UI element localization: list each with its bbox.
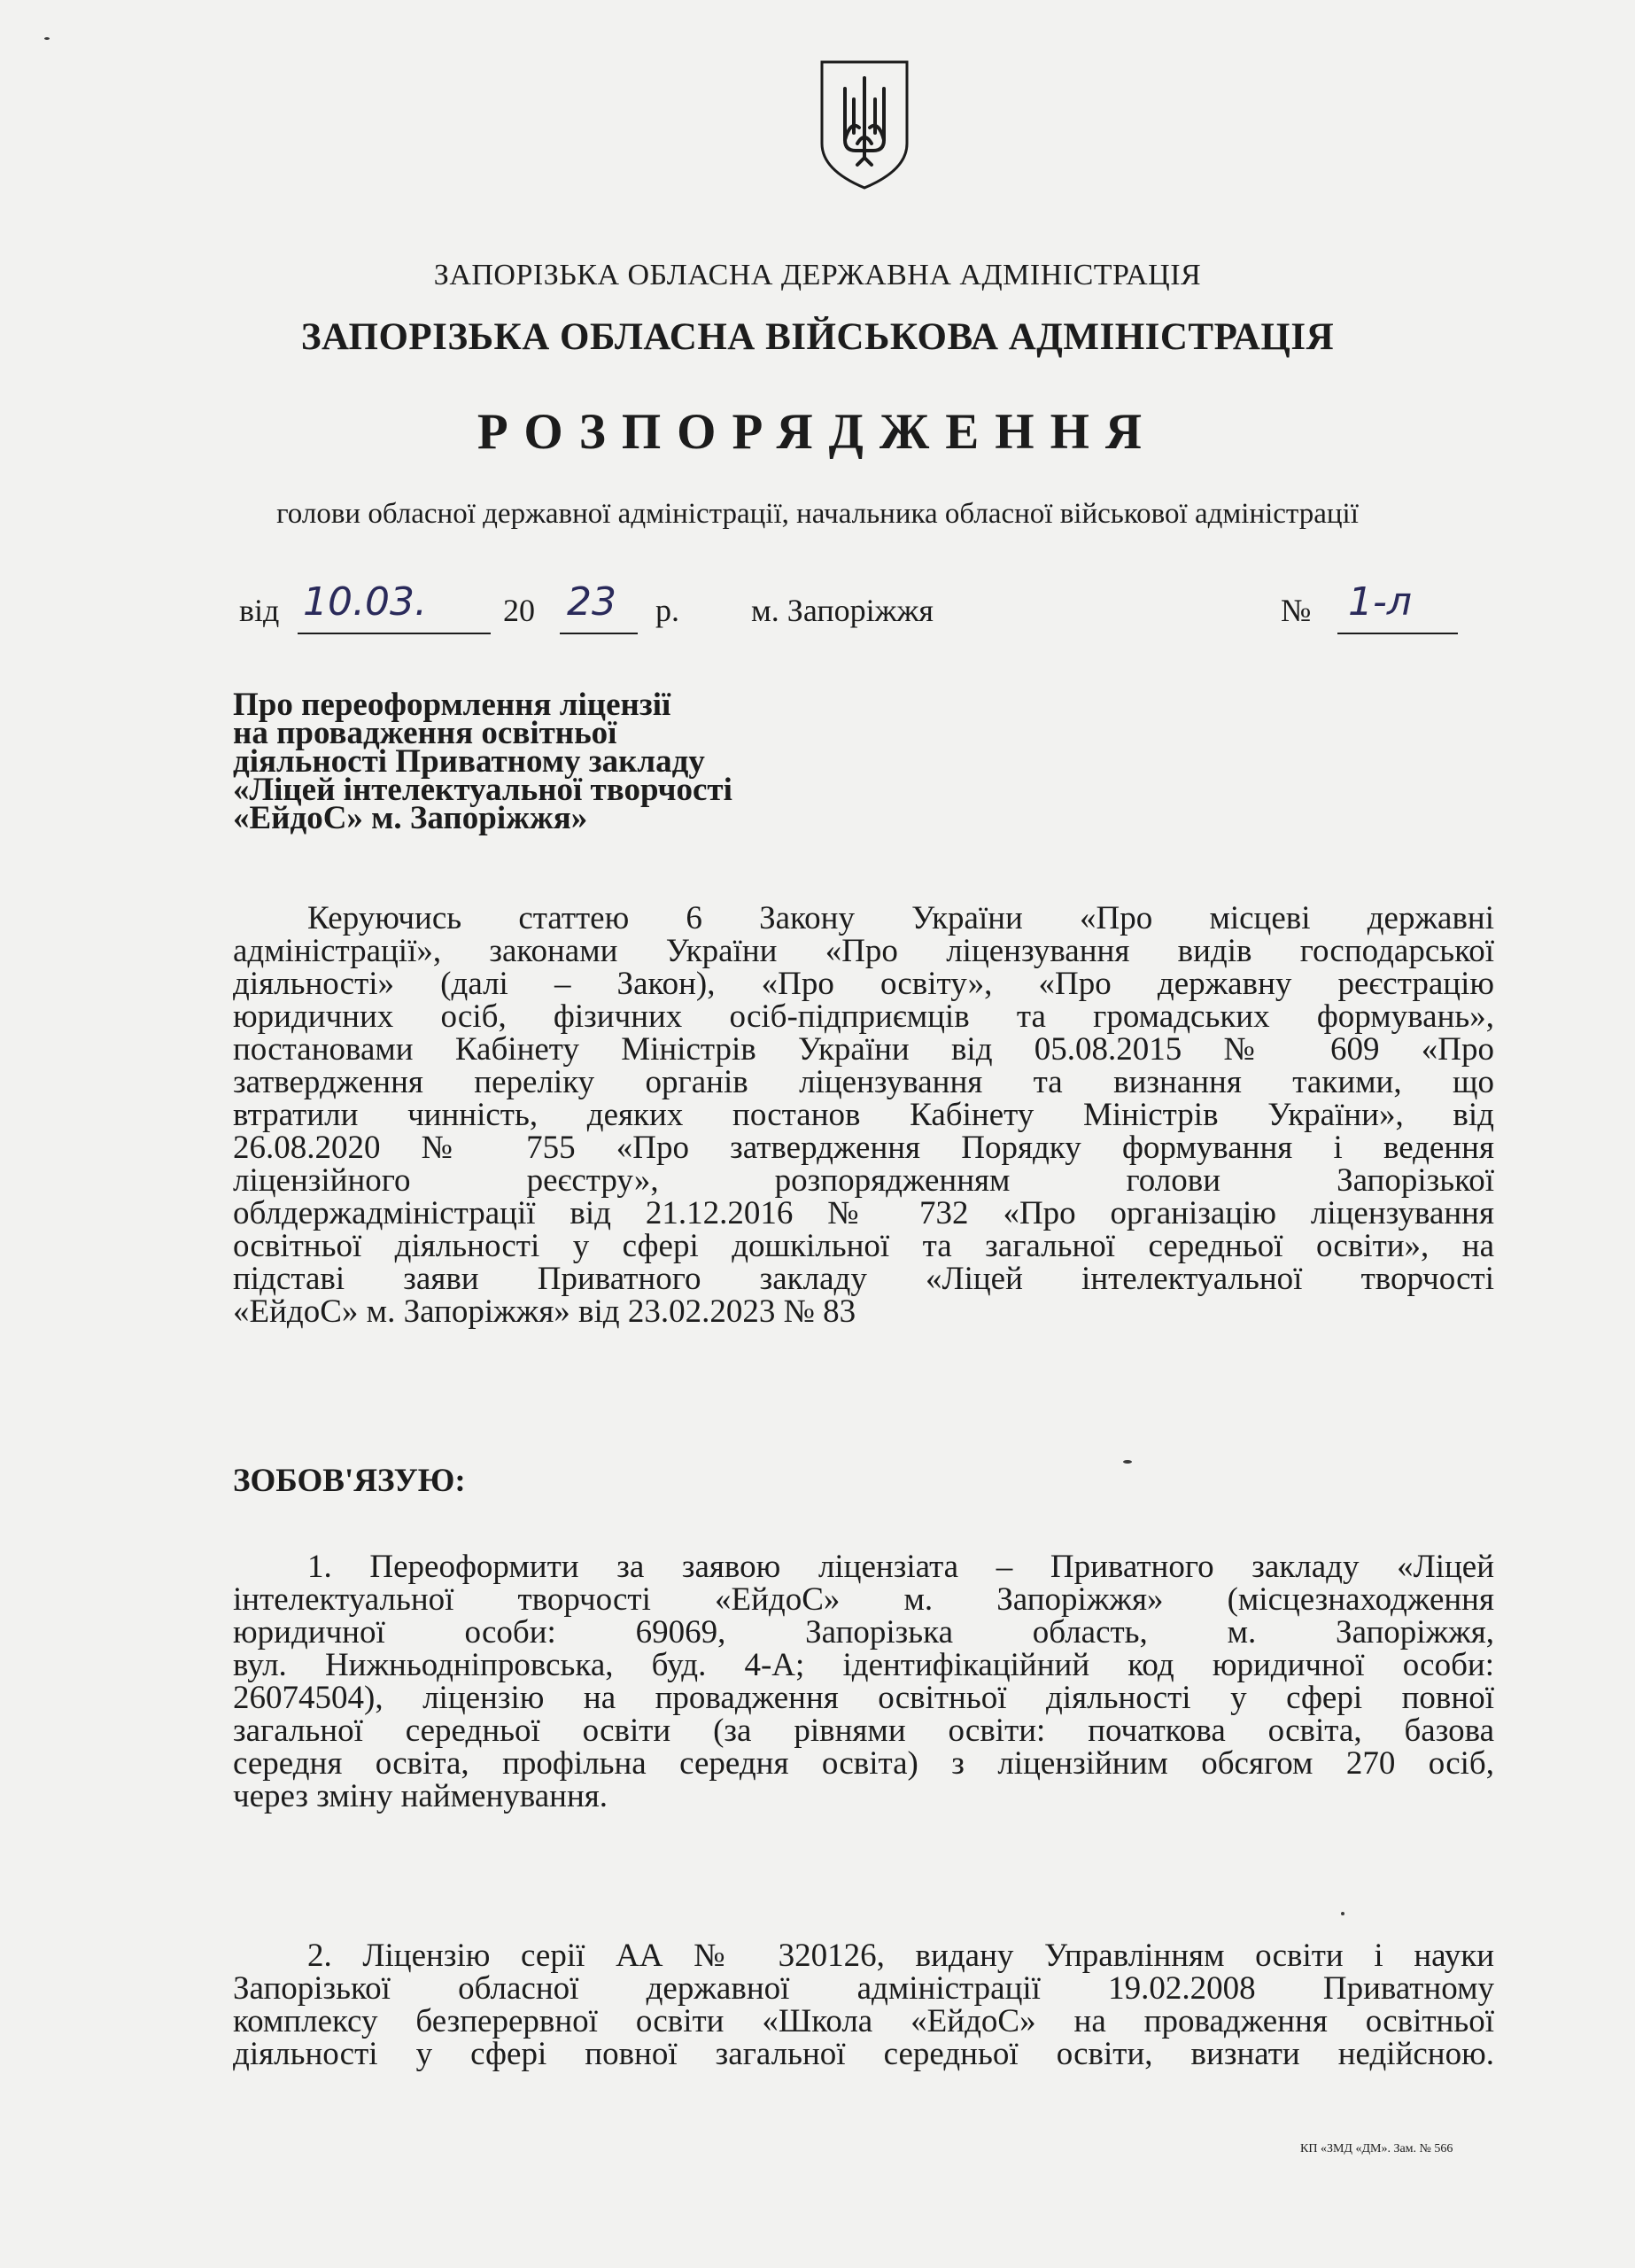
scan-speck: [1341, 1912, 1344, 1915]
text-line: 2. Ліцензію серії АА № 320126, видану Управлінням освіти і науки: [307, 1938, 1494, 1974]
handwritten-year: 23: [567, 579, 616, 625]
text-line: Керуючись статтею 6 Закону України «Про місцеві державні: [307, 900, 1494, 936]
text-line: вул. Нижньодніпровська, буд. 4-А; ідентифікаційний код юридичної особи:: [233, 1647, 1494, 1683]
document-type: РОЗПОРЯДЖЕННЯ: [477, 404, 1158, 460]
text-line: адміністрації», законами України «Про ліцензування видів господарської: [233, 933, 1494, 969]
item-1-paragraph: [233, 1550, 1494, 1813]
date-from-label: від: [239, 593, 280, 628]
document-subject: [233, 687, 732, 836]
subject-line: на провадження освітньої: [233, 715, 617, 751]
text-line: 1. Переоформити за заявою ліцензіата – Приватного закладу «Ліцей: [307, 1549, 1494, 1585]
handwritten-date: 10.03.: [303, 579, 427, 625]
text-line: 26.08.2020 № 755 «Про затвердження Порядку формування і ведення: [233, 1130, 1494, 1166]
year-underline: [560, 633, 638, 634]
scan-speck: [44, 37, 50, 40]
text-line: середня освіта, профільна середня освіта) з ліцензійним обсягом 270 осіб,: [233, 1745, 1494, 1782]
subject-line: «Ліцей інтелектуальної творчості: [233, 772, 732, 808]
number-underline: [1337, 633, 1458, 634]
print-mark: КП «ЗМД «ДМ». Зам. № 566: [1300, 2142, 1453, 2155]
coat-of-arms-icon: [818, 58, 910, 191]
preamble-paragraph: [233, 902, 1494, 1328]
text-line: підставі заяви Приватного закладу «Ліцей інтелектуальної творчості: [233, 1261, 1494, 1297]
text-line: діяльності у сфері повної загальної середньої освіти, визнати недійсною.: [233, 2036, 1494, 2072]
date-underline: [298, 633, 491, 634]
text-line: через зміну найменування.: [233, 1778, 608, 1814]
subject-line: Про переоформлення ліцензії: [233, 687, 671, 723]
org-line-1: ЗАПОРІЗЬКА ОБЛАСНА ДЕРЖАВНА АДМІНІСТРАЦІЯ: [433, 259, 1202, 291]
text-line: «ЕйдоС» м. Запоріжжя» від 23.02.2023 № 83: [233, 1293, 856, 1330]
org-line-2: ЗАПОРІЗЬКА ОБЛАСНА ВІЙСЬКОВА АДМІНІСТРАЦІЯ: [300, 316, 1335, 358]
text-line: облдержадміністрації від 21.12.2016 № 732 «Про організацію ліцензування: [233, 1195, 1494, 1231]
year-prefix: 20: [503, 593, 535, 628]
text-line: затвердження переліку органів ліцензування та визнання такими, що: [233, 1064, 1494, 1100]
text-line: ліцензійного реєстру», розпорядженням голови Запорізької: [233, 1162, 1494, 1199]
text-line: інтелектуальної творчості «ЕйдоС» м. Запоріжжя» (місцезнаходження: [233, 1581, 1494, 1618]
subject-line: діяльності Приватному закладу: [233, 743, 705, 780]
text-line: юридичної особи: 69069, Запорізька область, м. Запоріжжя,: [233, 1614, 1494, 1651]
text-line: загальної середньої освіти (за рівнями освіти: початкова освіта, базова: [233, 1713, 1494, 1749]
city: м. Запоріжжя: [751, 593, 934, 628]
text-line: освітньої діяльності у сфері дошкільної та загальної середньої освіти», на: [233, 1228, 1494, 1264]
text-line: втратили чинність, деяких постанов Кабінету Міністрів України», від: [233, 1097, 1494, 1133]
handwritten-number: 1-л: [1348, 579, 1412, 625]
text-line: 26074504), ліцензію на провадження освітньої діяльності у сфері повної: [233, 1680, 1494, 1716]
text-line: діяльності» (далі – Закон), «Про освіту», «Про державну реєстрацію: [233, 966, 1494, 1002]
obligation-heading: ЗОБОВ'ЯЗУЮ:: [233, 1463, 466, 1499]
scan-speck: [1123, 1460, 1132, 1464]
text-line: комплексу безперервної освіти «Школа «ЕйдоС» на провадження освітньої: [233, 2003, 1494, 2039]
text-line: Запорізької обласної державної адміністрації 19.02.2008 Приватному: [233, 1970, 1494, 2007]
subject-line: «ЕйдоС» м. Запоріжжя»: [233, 800, 588, 836]
text-line: постановами Кабінету Міністрів України від 05.08.2015 № 609 «Про: [233, 1031, 1494, 1068]
item-2-paragraph: [233, 1939, 1494, 2070]
issuer-subtitle: голови обласної державної адміністрації, начальника обласної військової адміністрації: [276, 498, 1359, 530]
number-label: №: [1281, 593, 1312, 628]
year-suffix: р.: [655, 593, 679, 628]
dateline: [0, 579, 1635, 645]
text-line: юридичних осіб, фізичних осіб-підприємців та громадських формувань»,: [233, 998, 1494, 1035]
